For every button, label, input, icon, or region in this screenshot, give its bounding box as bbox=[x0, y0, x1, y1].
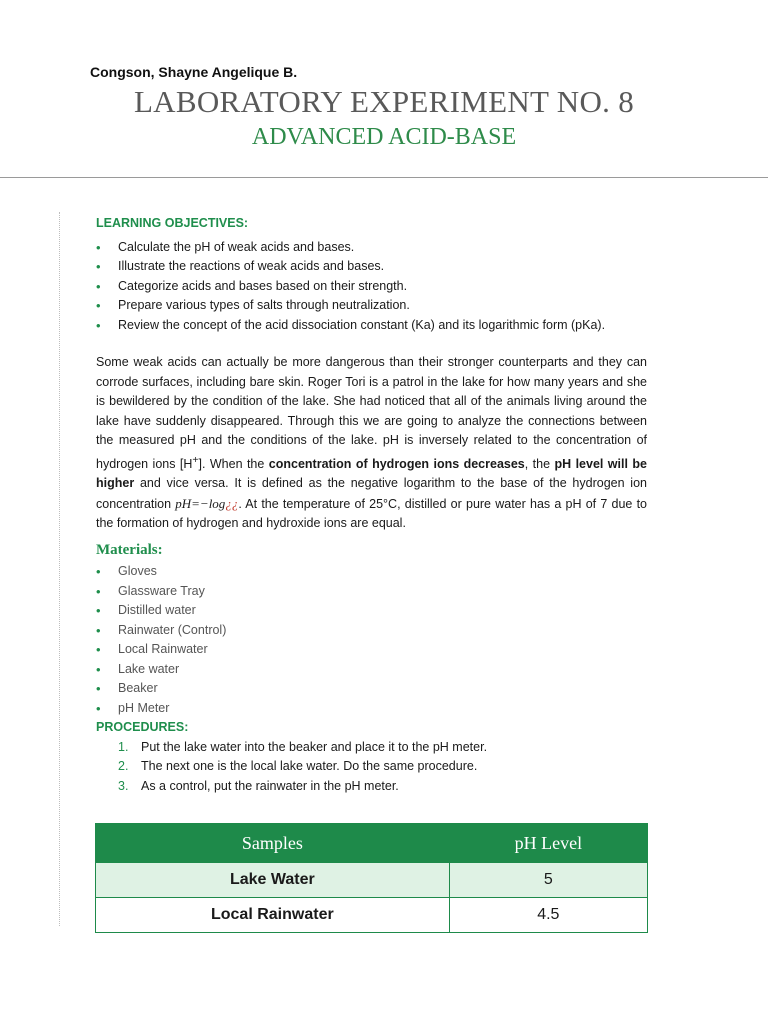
bullet-icon: • bbox=[96, 239, 101, 255]
bullet-icon: • bbox=[96, 317, 101, 333]
list-item: 2. The next one is the local lake water. Do the same procedure. bbox=[118, 759, 478, 774]
list-item: • Calculate the pH of weak acids and bases. bbox=[96, 238, 647, 258]
bullet-icon: • bbox=[96, 564, 101, 580]
list-item: • Prepare various types of salts through neutralization. bbox=[96, 296, 647, 316]
bullet-icon: • bbox=[96, 259, 101, 274]
list-item: • Distilled water bbox=[96, 601, 647, 621]
list-item: • Beaker bbox=[96, 679, 647, 699]
sample-name: Lake Water bbox=[96, 863, 450, 898]
objectives-list bbox=[96, 238, 647, 336]
procedures-list bbox=[96, 738, 647, 797]
procedures-heading: PROCEDURES: bbox=[96, 720, 189, 735]
list-item: • Local Rainwater bbox=[96, 640, 647, 660]
ph-value: 5 bbox=[449, 863, 647, 898]
bullet-icon: • bbox=[96, 622, 101, 638]
list-item: • Illustrate the reactions of weak acids and bases. bbox=[96, 257, 647, 277]
bullet-icon: • bbox=[96, 298, 101, 313]
materials-list bbox=[96, 562, 647, 718]
bullet-icon: • bbox=[96, 583, 101, 599]
sample-name: Local Rainwater bbox=[96, 898, 450, 933]
intro-paragraph: Some weak acids can actually be more dangerous than their stronger counterparts and they can corrode surfaces, including bare skin. Roger Tori is a patrol in the lake for how many years and she is bewildered by the condition of the lake. She had noticed that all of the animals living around the lake have suddenly disappeared. Through this we are going to analyze the connections between the measured pH and the conditions of the lake. pH is inversely related to the concentration of hydrogen ions [H+]. When the concentration of hydrogen ions decreases, the pH level will be higher and vice versa. It is defined as the negative logarithm to the base of the hydrogen ion concentration pH=−log¿¿. At the temperature of 25°C, distilled or pure water has a pH of 7 due to the formation of hydrogen and hydroxide ions are equal. bbox=[96, 355, 647, 531]
bullet-icon: • bbox=[96, 278, 101, 294]
materials-heading: Materials: bbox=[96, 541, 163, 558]
list-item: 3. As a control, put the rainwater in the pH meter. bbox=[118, 778, 399, 793]
list-item: • Lake water bbox=[96, 660, 647, 680]
list-item: • Categorize acids and bases based on their strength. bbox=[96, 277, 647, 297]
table-row bbox=[96, 863, 648, 898]
bullet-icon: • bbox=[96, 661, 101, 677]
margin-line bbox=[59, 212, 60, 926]
list-item: • pH Meter bbox=[96, 699, 647, 719]
list-item: 1. Put the lake water into the beaker and place it to the pH meter. bbox=[118, 739, 488, 754]
table-row bbox=[96, 898, 648, 933]
results-table bbox=[95, 823, 648, 933]
ph-value: 4.5 bbox=[449, 898, 647, 933]
table-header-row bbox=[96, 824, 648, 863]
list-item: • Glassware Tray bbox=[96, 582, 647, 602]
column-header-ph-level: pH Level bbox=[449, 824, 647, 863]
author-name: Congson, Shayne Angelique B. bbox=[90, 64, 298, 80]
list-item: • Gloves bbox=[96, 562, 647, 582]
header-divider bbox=[0, 177, 768, 178]
list-item: • Review the concept of the acid dissociation constant (Ka) and its logarithmic form (pKa). bbox=[96, 316, 647, 336]
document-body bbox=[96, 214, 647, 796]
bullet-icon: • bbox=[96, 681, 101, 697]
page-title: LABORATORY EXPERIMENT NO. 8 bbox=[133, 84, 635, 119]
bullet-icon: • bbox=[96, 603, 101, 619]
column-header-samples: Samples bbox=[96, 824, 450, 863]
bullet-icon: • bbox=[96, 642, 101, 658]
objectives-heading: LEARNING OBJECTIVES: bbox=[96, 216, 249, 230]
bullet-icon: • bbox=[96, 700, 101, 716]
page-subtitle: ADVANCED ACID-BASE bbox=[251, 124, 517, 150]
list-item: • Rainwater (Control) bbox=[96, 621, 647, 641]
ph-formula: pH=−log¿¿ bbox=[175, 495, 239, 511]
